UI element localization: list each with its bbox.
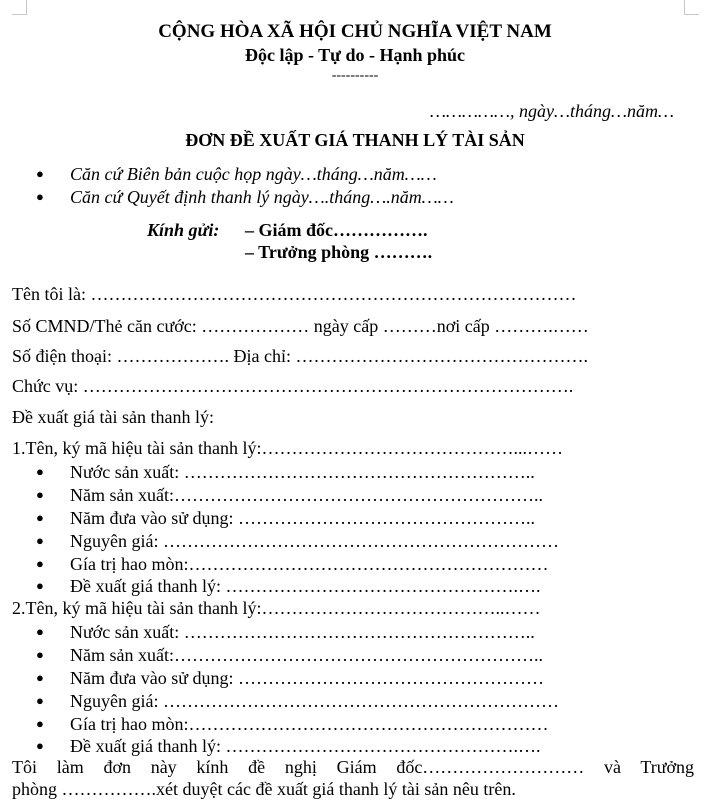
- asset-depreciation-field: Gía trị hao mòn:……………………………………………………: [70, 714, 549, 734]
- closing-word: làm: [56, 757, 84, 777]
- closing-word: Trưởng: [640, 757, 695, 777]
- bullet-icon: ●: [36, 693, 44, 708]
- motto-divider: ----------: [331, 68, 379, 83]
- bullet-icon: ●: [36, 738, 44, 753]
- bullet-icon: ●: [36, 624, 44, 639]
- closing-word: này: [150, 757, 177, 777]
- asset-origin-field: Nước sản xuất: …………………………………………………..: [70, 622, 535, 642]
- asset-in-use-year-field: Năm đưa vào sử dụng: ……………………………………………: [70, 668, 544, 688]
- asset-original-price-field: Nguyên giá: …………………………………………………………: [70, 691, 559, 711]
- bullet-icon: ●: [36, 510, 44, 525]
- closing-word: nghị: [284, 757, 317, 777]
- asset-proposed-price-field: Đề xuất giá thanh lý: ………………………………………….….: [70, 576, 541, 596]
- national-motto: Độc lập - Tự do - Hạnh phúc: [244, 45, 466, 65]
- phone-address-field: Số điện thoại: ………………. Địa chỉ: ………………………………………….: [12, 346, 588, 366]
- asset-manufacture-year-field: Năm sản xuất:……………………………………………………..: [70, 485, 543, 505]
- addressee-label: Kính gửi:: [147, 220, 220, 240]
- position-field: Chức vụ: ……………………………………………………………………….: [12, 376, 574, 396]
- bullet-icon: ●: [36, 189, 44, 204]
- bullet-icon: ●: [36, 716, 44, 731]
- name-field: Tên tôi là: ………………………………………………………………………: [12, 284, 577, 304]
- addressee-director: – Giám đốc…………….: [245, 220, 428, 240]
- document-title: ĐƠN ĐỀ XUẤT GIÁ THANH LÝ TÀI SẢN: [185, 130, 525, 150]
- bullet-icon: ●: [36, 464, 44, 479]
- closing-word: Tôi: [12, 757, 37, 777]
- id-card-field: Số CMND/Thẻ căn cước: ……………… ngày cấp ………nơi cấp ……….……: [12, 316, 589, 336]
- page-corner-marker-right: [684, 0, 699, 15]
- closing-paragraph-line2: phòng …………….xét duyệt các đề xuất giá thanh lý tài sản nêu trên.: [12, 779, 516, 799]
- proposal-intro: Đề xuất giá tài sản thanh lý:: [12, 407, 214, 427]
- addressee-department-head: – Trưởng phòng ……….: [245, 242, 433, 262]
- asset-depreciation-field: Gía trị hao mòn:……………………………………………………: [70, 554, 549, 574]
- asset-heading: 1.Tên, ký mã hiệu tài sản thanh lý:……………………………………...……: [12, 438, 563, 458]
- basis-item: Căn cứ Biên bản cuộc họp ngày…tháng…năm……: [70, 164, 437, 184]
- asset-original-price-field: Nguyên giá: …………………………………………………………: [70, 531, 559, 551]
- asset-manufacture-year-field: Năm sản xuất:……………………………………………………..: [70, 645, 543, 665]
- bullet-icon: ●: [36, 166, 44, 181]
- basis-item: Căn cứ Quyết định thanh lý ngày….tháng….năm……: [70, 187, 454, 207]
- bullet-icon: ●: [36, 647, 44, 662]
- closing-word: đốc………………………: [396, 757, 585, 777]
- bullet-icon: ●: [36, 533, 44, 548]
- closing-word: kính: [196, 757, 229, 777]
- country-name: CỘNG HÒA XÃ HỘI CHỦ NGHĨA VIỆT NAM: [158, 21, 552, 42]
- closing-word: Giám: [336, 757, 377, 777]
- bullet-icon: ●: [36, 578, 44, 593]
- closing-word: và: [604, 757, 622, 777]
- closing-paragraph-line1: [12, 757, 694, 777]
- bullet-icon: ●: [36, 556, 44, 571]
- bullet-icon: ●: [36, 670, 44, 685]
- asset-in-use-year-field: Năm đưa vào sử dụng: …………………………………………..: [70, 508, 535, 528]
- page-corner-marker-left: [12, 0, 27, 15]
- closing-word: đề: [248, 757, 266, 777]
- closing-word: đơn: [103, 757, 131, 777]
- bullet-icon: ●: [36, 487, 44, 502]
- asset-heading: 2.Tên, ký mã hiệu tài sản thanh lý:…………………………………..……: [12, 598, 541, 618]
- asset-origin-field: Nước sản xuất: …………………………………………………..: [70, 462, 535, 482]
- asset-proposed-price-field: Đề xuất giá thanh lý: ………………………………………….….: [70, 736, 541, 756]
- date-line: ……………, ngày…tháng…năm…: [430, 101, 675, 121]
